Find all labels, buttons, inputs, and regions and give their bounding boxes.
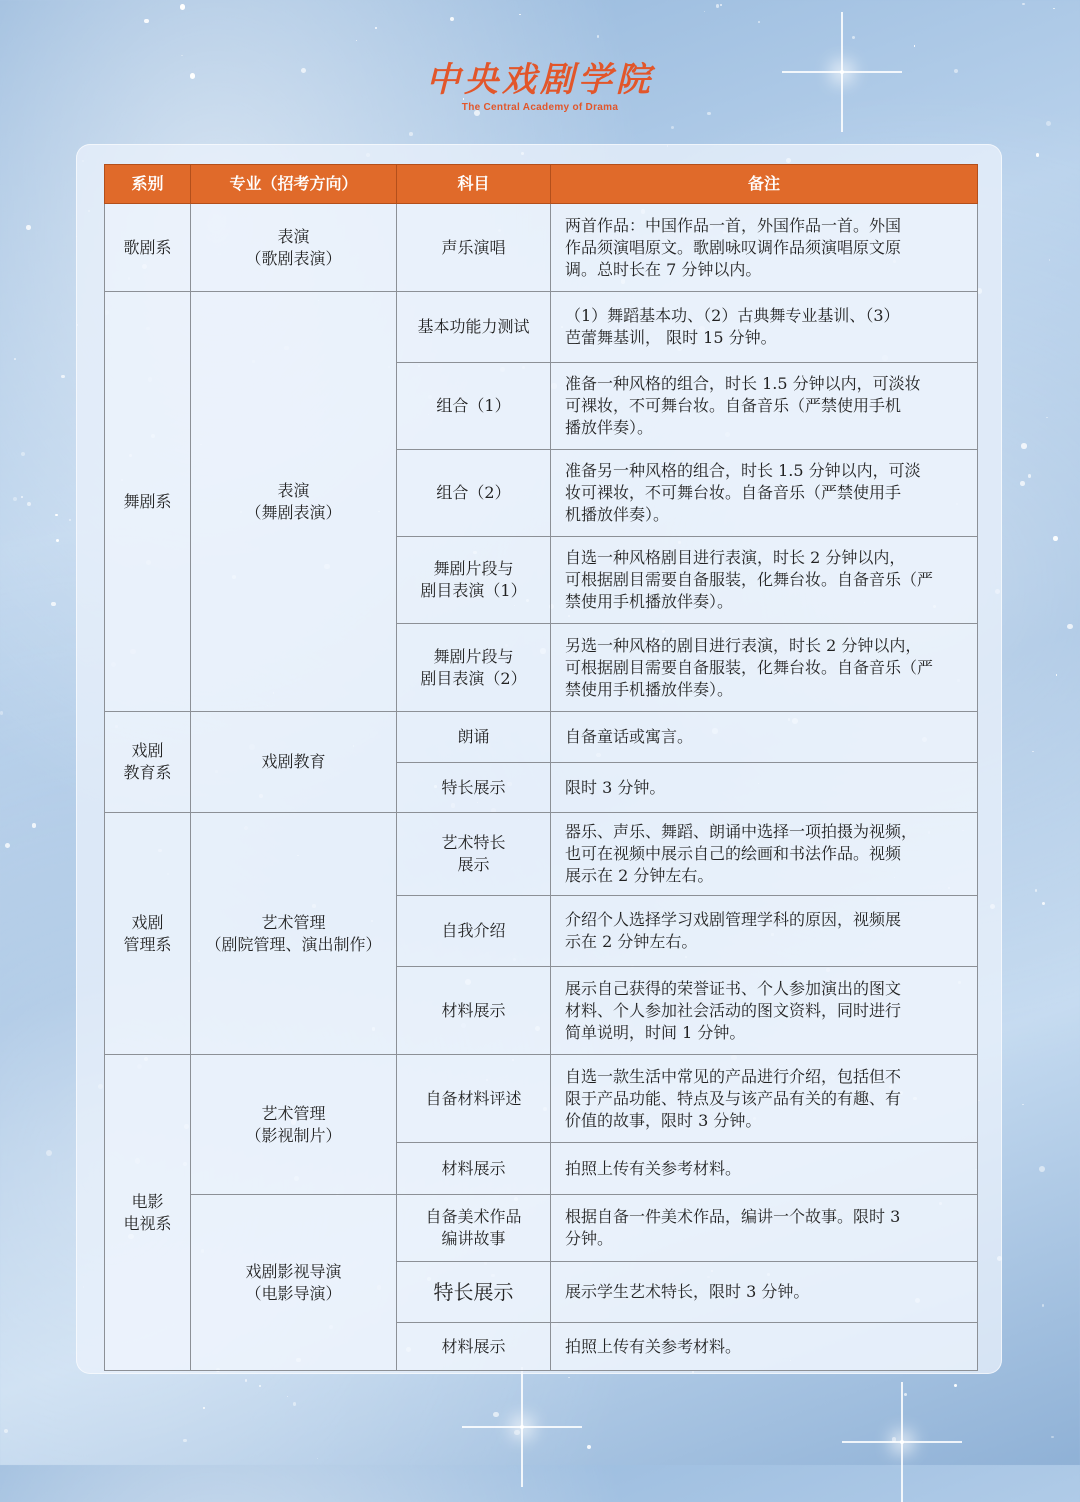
department-cell: 戏剧 教育系 xyxy=(105,712,191,813)
sparkle-dot xyxy=(758,21,760,23)
sparkle-dot xyxy=(587,1445,591,1449)
sparkle-dot xyxy=(904,1393,907,1396)
subject-cell: 艺术特长 展示 xyxy=(397,813,551,896)
sparkle-dot xyxy=(181,55,182,56)
note-cell: 根据自备一件美术作品，编讲一个故事。限时 3 分钟。 xyxy=(551,1195,978,1262)
department-cell: 舞剧系 xyxy=(105,292,191,712)
subject-cell: 材料展示 xyxy=(397,967,551,1055)
sparkle-dot xyxy=(1046,417,1048,419)
major-cell: 戏剧教育 xyxy=(191,712,397,813)
note-cell: （1）舞蹈基本功、（2）古典舞专业基训、（3） 芭蕾舞基训， 限时 15 分钟。 xyxy=(551,292,978,363)
table-header-row xyxy=(105,165,978,204)
sparkle-dot xyxy=(32,823,37,828)
subject-cell: 舞剧片段与 剧目表演（2） xyxy=(397,624,551,712)
subject-cell: 材料展示 xyxy=(397,1143,551,1195)
department-cell: 戏剧 管理系 xyxy=(105,813,191,1055)
note-cell: 展示学生艺术特长，限时 3 分钟。 xyxy=(551,1262,978,1323)
sparkle-dot xyxy=(671,126,674,129)
sparkle-dot xyxy=(1020,481,1025,486)
sparkle-dot xyxy=(597,35,600,38)
subject-cell: 自备材料评述 xyxy=(397,1055,551,1143)
major-cell: 表演 （舞剧表演） xyxy=(191,292,397,712)
sparkle-dot xyxy=(26,225,31,230)
sparkle-dot xyxy=(0,711,3,714)
table-row xyxy=(105,1055,978,1143)
star-glint-icon xyxy=(520,1425,524,1429)
logo-chinese: 中央戏剧学院 xyxy=(426,60,654,100)
sparkle-dot xyxy=(13,497,17,501)
sparkle-dot xyxy=(1049,259,1051,261)
table-row xyxy=(105,204,978,292)
sparkle-dot xyxy=(287,1396,288,1397)
sparkle-dot xyxy=(203,1407,205,1409)
sparkle-dot xyxy=(375,27,377,29)
major-cell: 戏剧影视导演 （电影导演） xyxy=(191,1195,397,1371)
sparkle-dot xyxy=(245,1379,248,1382)
subject-cell: 特长展示 xyxy=(397,763,551,813)
major-cell: 艺术管理 （剧院管理、演出制作） xyxy=(191,813,397,1055)
sparkle-dot xyxy=(914,45,915,46)
sparkle-dot xyxy=(27,502,31,506)
sparkle-dot xyxy=(1051,1436,1053,1438)
star-glint-icon xyxy=(900,1440,904,1444)
sparkle-dot xyxy=(1035,889,1038,892)
sparkle-dot xyxy=(69,519,71,521)
major-cell: 表演 （歌剧表演） xyxy=(191,204,397,292)
sparkle-dot xyxy=(1042,1304,1044,1306)
note-cell: 拍照上传有关参考材料。 xyxy=(551,1143,978,1195)
subject-cell: 材料展示 xyxy=(397,1323,551,1371)
sparkle-dot xyxy=(180,4,185,9)
sparkle-dot xyxy=(409,132,413,136)
table-row xyxy=(105,292,978,363)
sparkle-dot xyxy=(568,1377,569,1378)
sparkle-dot xyxy=(259,1385,261,1387)
table-row xyxy=(105,712,978,763)
sparkle-dot xyxy=(317,1458,318,1459)
sparkle-dot xyxy=(1042,902,1045,905)
sparkle-dot xyxy=(61,375,64,378)
table-row xyxy=(105,1195,978,1262)
sparkle-dot xyxy=(4,1429,8,1433)
sparkle-dot xyxy=(519,14,521,16)
logo-english: The Central Academy of Drama xyxy=(461,102,619,113)
sparkle-dot xyxy=(450,17,454,21)
academy-logo xyxy=(0,60,1080,113)
subject-cell: 声乐演唱 xyxy=(397,204,551,292)
subject-cell: 自我介绍 xyxy=(397,896,551,967)
sparkle-dot xyxy=(1067,624,1073,630)
sparkle-dot xyxy=(1056,674,1057,675)
sparkle-dot xyxy=(51,602,55,606)
sparkle-dot xyxy=(46,1150,52,1156)
department-cell: 电影 电视系 xyxy=(105,1055,191,1371)
sparkle-dot xyxy=(293,1402,296,1405)
sparkle-dot xyxy=(1036,153,1039,156)
note-cell: 另选一种风格的剧目进行表演，时长 2 分钟以内， 可根据剧目需要自备服装，化舞台妆。自备音乐（严 禁使用手机播放伴奏）。 xyxy=(551,624,978,712)
sparkle-dot xyxy=(1028,474,1031,477)
sparkle-dot xyxy=(356,40,357,41)
subject-cell: 组合（2） xyxy=(397,450,551,537)
note-cell: 自选一种风格剧目进行表演，时长 2 分钟以内， 可根据剧目需要自备服装，化舞台妆。自备音乐（严 禁使用手机播放伴奏）。 xyxy=(551,537,978,624)
sparkle-dot xyxy=(1046,121,1051,126)
note-cell: 自选一款生活中常见的产品进行介绍，包括但不 限于产品功能、特点及与该产品有关的有趣、有 价值的故事，限时 3 分钟。 xyxy=(551,1055,978,1143)
sparkle-dot xyxy=(514,1430,520,1436)
sparkle-dot xyxy=(144,19,149,24)
note-cell: 介绍个人选择学习戏剧管理学科的原因，视频展 示在 2 分钟左右。 xyxy=(551,896,978,967)
header-notes: 备注 xyxy=(551,165,978,204)
sparkle-dot xyxy=(1053,8,1054,9)
subject-cell: 自备美术作品 编讲故事 xyxy=(397,1195,551,1262)
sparkle-dot xyxy=(1022,3,1025,6)
subject-cell: 特长展示 xyxy=(397,1262,551,1323)
sparkle-dot xyxy=(1022,1104,1023,1105)
note-cell: 两首作品：中国作品一首，外国作品一首。外国 作品须演唱原文。歌剧咏叹调作品须演唱原文原 调。总时长在 7 分钟以内。 xyxy=(551,204,978,292)
sparkle-dot xyxy=(183,1439,186,1442)
subject-cell: 组合（1） xyxy=(397,363,551,450)
sparkle-dot xyxy=(720,4,722,6)
header-department: 系别 xyxy=(105,165,191,204)
sparkle-dot xyxy=(704,11,705,12)
header-subject: 科目 xyxy=(397,165,551,204)
sparkle-dot xyxy=(1021,443,1026,448)
sparkle-dot xyxy=(55,514,58,517)
note-cell: 自备童话或寓言。 xyxy=(551,712,978,763)
exam-subjects-table xyxy=(104,164,978,1371)
table-row xyxy=(105,813,978,896)
sparkle-dot xyxy=(716,4,719,7)
major-cell: 艺术管理 （影视制片） xyxy=(191,1055,397,1195)
sparkle-dot xyxy=(852,36,855,39)
sparkle-dot xyxy=(493,1412,498,1417)
sparkle-dot xyxy=(1032,751,1033,752)
header-major: 专业（招考方向） xyxy=(191,165,397,204)
sparkle-dot xyxy=(21,496,23,498)
department-cell: 歌剧系 xyxy=(105,204,191,292)
sparkle-dot xyxy=(954,1384,957,1387)
note-cell: 展示自己获得的荣誉证书、个人参加演出的图文 材料、个人参加社会活动的图文资料，同时进行 简单说明，时间 1 分钟。 xyxy=(551,967,978,1055)
sparkle-dot xyxy=(1039,1166,1045,1172)
subject-cell: 基本功能力测试 xyxy=(397,292,551,363)
sparkle-dot xyxy=(5,843,10,848)
sparkle-dot xyxy=(14,358,16,360)
sparkle-dot xyxy=(1053,536,1058,541)
subject-cell: 朗诵 xyxy=(397,712,551,763)
note-cell: 拍照上传有关参考材料。 xyxy=(551,1323,978,1371)
note-cell: 限时 3 分钟。 xyxy=(551,763,978,813)
note-cell: 器乐、声乐、舞蹈、朗诵中选择一项拍摄为视频， 也可在视频中展示自己的绘画和书法作品。视频 展示在 2 分钟左右。 xyxy=(551,813,978,896)
sparkle-dot xyxy=(21,452,25,456)
subject-cell: 舞剧片段与 剧目表演（1） xyxy=(397,537,551,624)
note-cell: 准备另一种风格的组合，时长 1.5 分钟以内，可淡 妆可裸妆，不可舞台妆。自备音乐（严禁使用手 机播放伴奏）。 xyxy=(551,450,978,537)
note-cell: 准备一种风格的组合，时长 1.5 分钟以内，可淡妆 可裸妆，不可舞台妆。自备音乐（严禁使用手机 播放伴奏）。 xyxy=(551,363,978,450)
sparkle-dot xyxy=(56,539,59,542)
